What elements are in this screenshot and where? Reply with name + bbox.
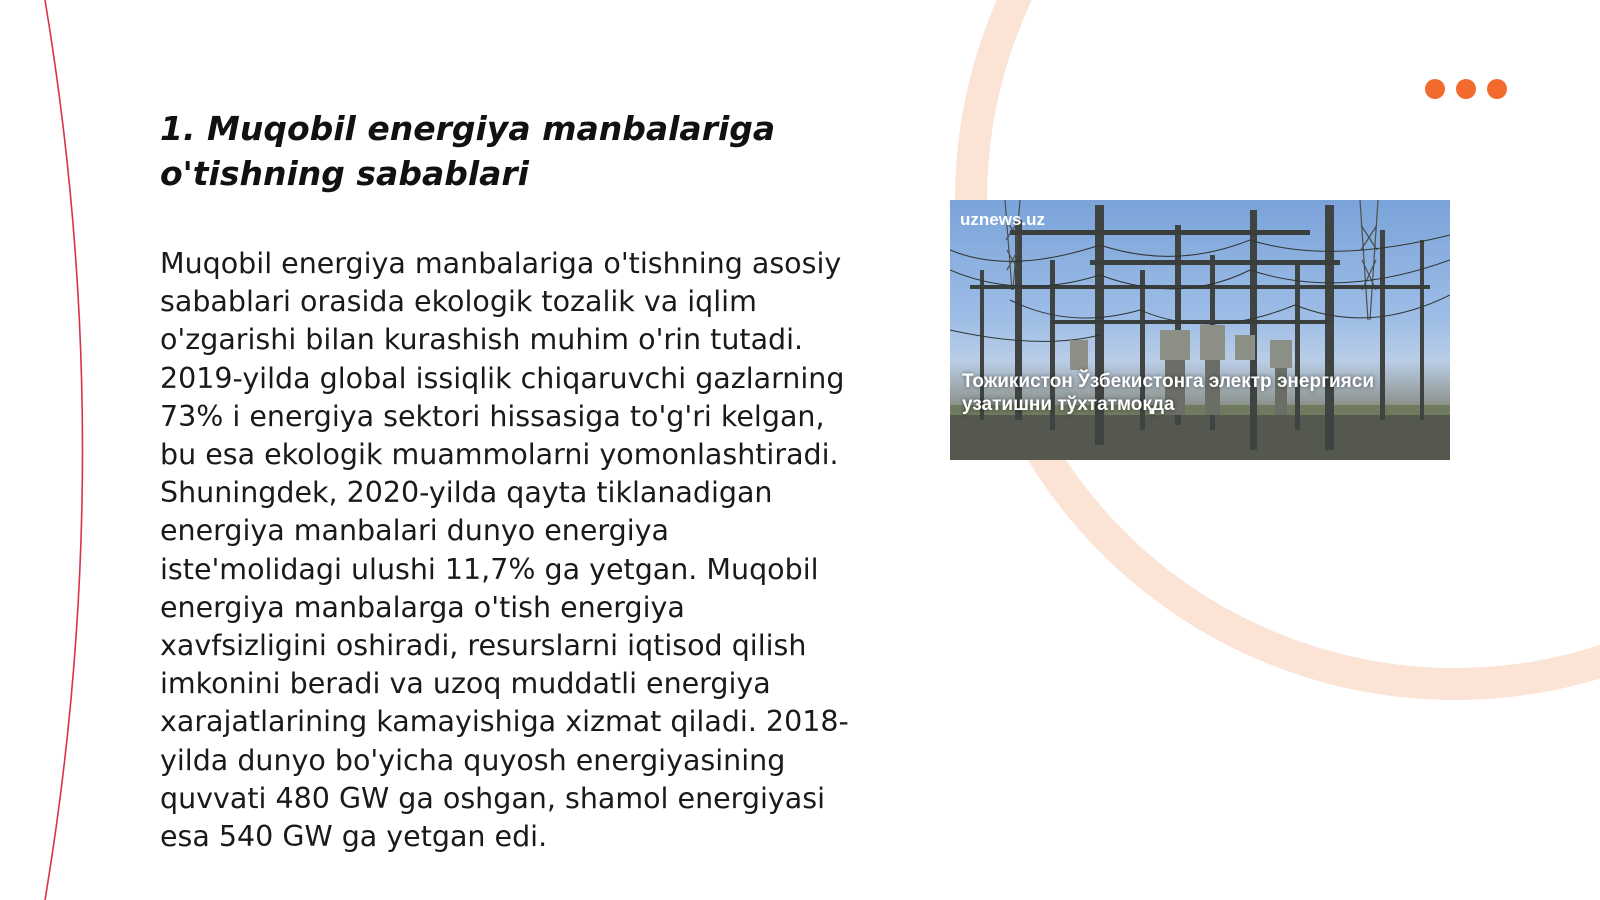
- slide-title: 1. Muqobil energiya manbalariga o'tishning sabablari: [160, 109, 776, 193]
- news-caption: Тожикистон Ўзбекистонга электр энергияси узатишни тўхтатмоқда: [962, 371, 1375, 415]
- power-substation-illustration: [950, 200, 1450, 460]
- dot-icon: [1456, 79, 1476, 99]
- slide-body-text: Muqobil energiya manbalariga o'tishning asosiy sabablari orasida ekologik tozalik va iqlim o'zgarishi bilan kurashish muhim o'rin tutadi. 2019-yilda global issiqlik chiqaruvchi gazlarning 73% i energiya sektori hissasiga to'g'ri kelgan, bu esa ekologik muammolarni yomonlashtiradi. Shuningdek, 2020-yilda qayta tiklanadigan energiya manbalari dunyo energiya iste'molidagi ulushi 11,7% ga yetgan. Muqobil energiya manbalarga o'tish energiya xavfsizligini oshiradi, resurslarni iqtisod qilish imkonini beradi va uzoq muddatli energiya xarajatlarining kamayishiga xizmat qiladi. 2018-yilda dunyo bo'yicha quyosh energiyasining quvvati 480 GW ga oshgan, shamol energiyasi esa 540 GW ga yetgan edi.: [160, 247, 849, 854]
- dot-icon: [1487, 79, 1507, 99]
- dot-icon: [1425, 79, 1445, 99]
- menu-dots: [1425, 79, 1507, 99]
- news-image: [950, 200, 1450, 460]
- left-decorative-arc: [0, 0, 120, 900]
- news-source-label: uznews.uz: [960, 210, 1046, 229]
